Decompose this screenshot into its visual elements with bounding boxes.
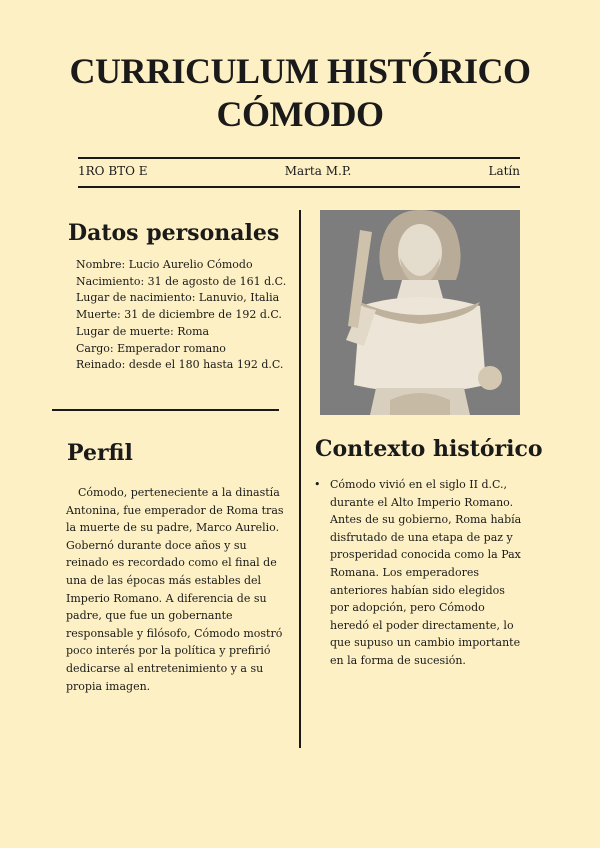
context-text: Cómodo vivió en el siglo II d.C., durante el Alto Imperio Romano. Antes de su gobierno, Roma había disfrutado de una etapa de paz y prosperidad conocida como la Pax Romana. Los emperadores anteriores habían sido elegidos por adopción, pero Cómodo heredó el poder directamente, lo que supuso un cambio importante en la forma de sucesión. bbox=[330, 478, 522, 667]
meta-top-rule bbox=[78, 157, 520, 159]
column-divider bbox=[299, 210, 301, 748]
title-line-1: CURRICULUM HISTÓRICO bbox=[69, 51, 531, 91]
context-list bbox=[314, 476, 524, 670]
personal-item: Nombre: Lucio Aurelio Cómodo bbox=[76, 258, 253, 271]
personal-item: Nacimiento: 31 de agosto de 161 d.C. bbox=[76, 274, 287, 288]
personal-heading: Datos personales bbox=[68, 220, 280, 246]
context-item bbox=[314, 476, 524, 670]
meta-bottom-rule bbox=[78, 186, 520, 188]
meta-row bbox=[78, 164, 520, 178]
meta-author: Marta M.P. bbox=[284, 164, 352, 178]
commodus-bust-illustration bbox=[320, 210, 520, 415]
meta-subject: Latín bbox=[488, 164, 520, 178]
personal-item: Lugar de nacimiento: Lanuvio, Italia bbox=[76, 291, 280, 305]
title-line-2: CÓMODO bbox=[216, 94, 384, 134]
personal-item: Reinado: desde el 180 hasta 192 d.C. bbox=[76, 358, 284, 372]
bullet-icon: • bbox=[314, 478, 321, 491]
section-divider bbox=[52, 409, 279, 411]
personal-item: Muerte: 31 de diciembre de 192 d.C. bbox=[76, 308, 282, 322]
personal-item: Cargo: Emperador romano bbox=[76, 341, 226, 355]
personal-data-list bbox=[76, 257, 286, 374]
context-heading: Contexto histórico bbox=[315, 436, 543, 462]
document-title bbox=[0, 50, 600, 136]
commodus-bust-image bbox=[320, 210, 520, 415]
meta-course: 1RO BTO E bbox=[78, 164, 148, 178]
profile-text: Cómodo, perteneciente a la dinastía Antonina, fue emperador de Roma tras la muerte de su padre, Marco Aurelio. Gobernó durante doce años y su reinado es recordado como el final de una de las épocas más estables del Imperio Romano. A diferencia de su padre, que fue un gobernante responsable y filósofo, Cómodo mostró poco interés por la política y prefirió dedicarse al entretenimiento y a su propia imagen. bbox=[66, 486, 284, 693]
personal-item: Lugar de muerte: Roma bbox=[76, 324, 210, 338]
profile-heading: Perfil bbox=[67, 440, 133, 466]
